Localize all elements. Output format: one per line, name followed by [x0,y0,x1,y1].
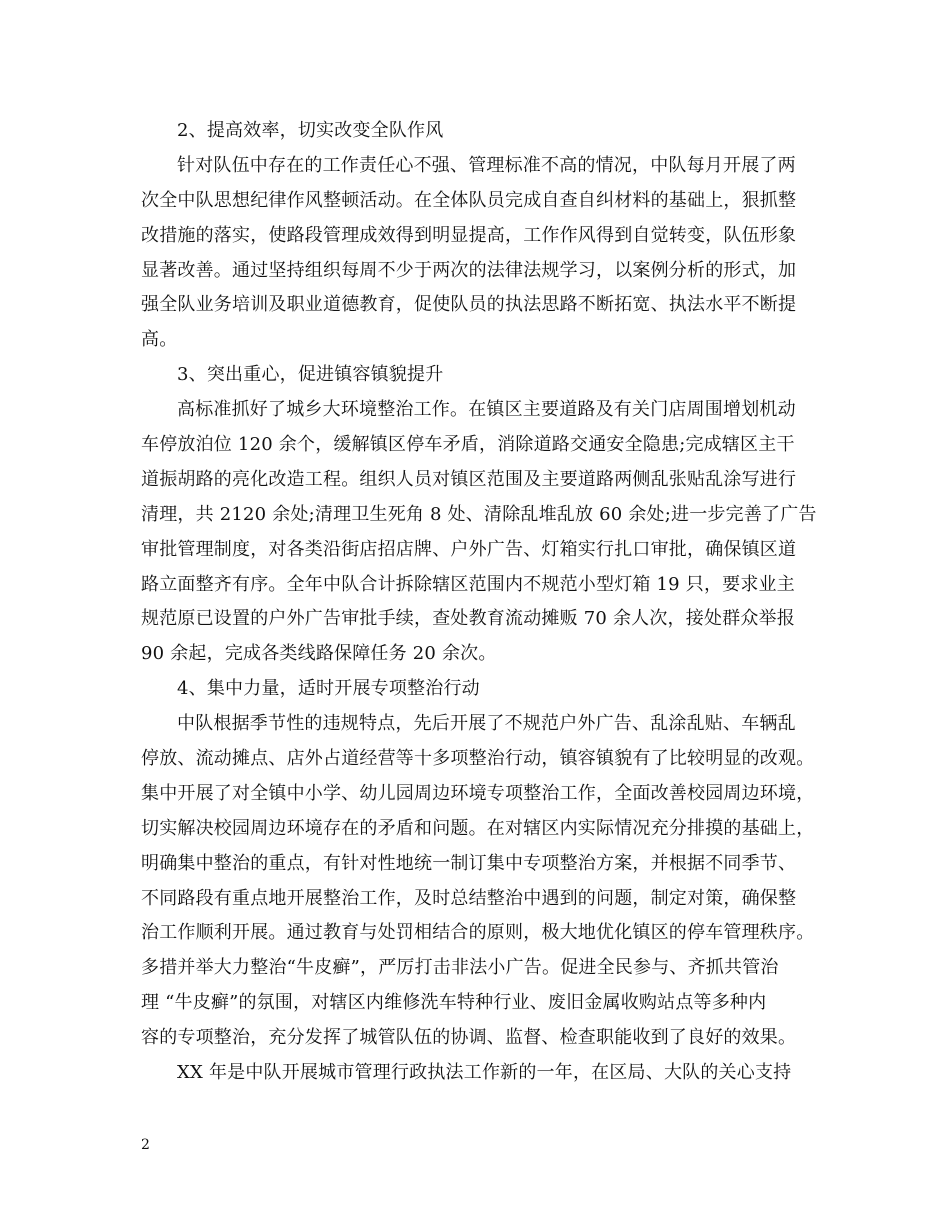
text-line: 规范原已设置的户外广告审批手续，查处教育流动摊贩 70 余人次，接处群众举报 [141,608,795,630]
text-line: 显著改善。通过坚持组织每周不少于两次的法律法规学习，以案例分析的形式，加 [141,259,797,281]
section-heading: 3、突出重心，促进镇容镇貌提升 [177,364,444,386]
text-line: 路立面整齐有序。全年中队合计拆除辖区范围内不规范小型灯箱 19 只，要求业主 [141,573,795,595]
text-line: 切实解决校园周边环境存在的矛盾和问题。在对辖区内实际情况充分排摸的基础上， [141,817,815,839]
text-line: 不同路段有重点地开展整治工作，及时总结整治中遇到的问题，制定对策，确保整 [141,887,797,909]
section-heading: 2、提高效率，切实改变全队作风 [177,120,444,141]
text-line: 明确集中整治的重点，有针对性地统一制订集中专项整治方案，并根据不同季节、 [141,852,797,874]
text-line: 针对队伍中存在的工作责任心不强、管理标准不高的情况，中队每月开展了两 [177,154,796,176]
text-line: 道振胡路的亮化改造工程。组织人员对镇区范围及主要道路两侧乱张贴乱涂写进行 [141,468,797,490]
text-line: 容的专项整治，充分发挥了城管队伍的协调、监督、检查职能收到了良好的效果。 [141,1027,797,1049]
text-line: 次全中队思想纪律作风整顿活动。在全体队员完成自查自纠材料的基础上，狠抓整 [141,189,797,211]
text-line: 中队根据季节性的违规特点，先后开展了不规范户外广告、乱涂乱贴、车辆乱 [177,713,796,735]
text-line: 审批管理制度，对各类沿街店招店牌、户外广告、灯箱实行扎口审批，确保镇区道 [141,538,797,560]
text-line: 高标准抓好了城乡大环境整治工作。在镇区主要道路及有关门店周围增划机动 [177,399,796,421]
text-line: 强全队业务培训及职业道德教育，促使队员的执法思路不断拓宽、执法水平不断提 [141,294,797,316]
text-line: 停放、流动摊点、店外占道经营等十多项整治行动，镇容镇貌有了比较明显的改观。 [141,748,815,770]
text-line: 车停放泊位 120 余个，缓解镇区停车矛盾，消除道路交通安全隐患;完成辖区主干 [141,434,795,456]
page-number: 2 [141,1137,150,1153]
text-line: 高。 [141,329,178,351]
text-line: 多措并举大力整治“牛皮癣”，严厉打击非法小广告。促进全民参与、齐抓共管治 [141,957,779,979]
text-line: 治工作顺利开展。通过教育与处罚相结合的原则，极大地优化镇区的停车管理秩序。 [141,922,815,944]
text-line: 改措施的落实，使路段管理成效得到明显提高，工作作风得到自觉转变，队伍形象 [141,224,797,246]
text-line: 理 “牛皮癣”的氛围，对辖区内维修洗车特种行业、废旧金属收购站点等多种内 [141,992,767,1014]
document-body [141,114,817,1091]
text-line: XX 年是中队开展城市管理行政执法工作新的一年，在区局、大队的关心支持 [177,1062,792,1084]
text-line: 清理，共 2120 余处;清理卫生死角 8 处、清除乱堆乱放 60 余处;进一步完善了广告 [141,503,817,525]
text-line: 集中开展了对全镇中小学、幼儿园周边环境专项整治工作，全面改善校园周边环境， [141,782,815,804]
text-line: 90 余起，完成各类线路保障任务 20 余次。 [141,643,497,665]
section-heading: 4、集中力量，适时开展专项整治行动 [177,678,480,700]
